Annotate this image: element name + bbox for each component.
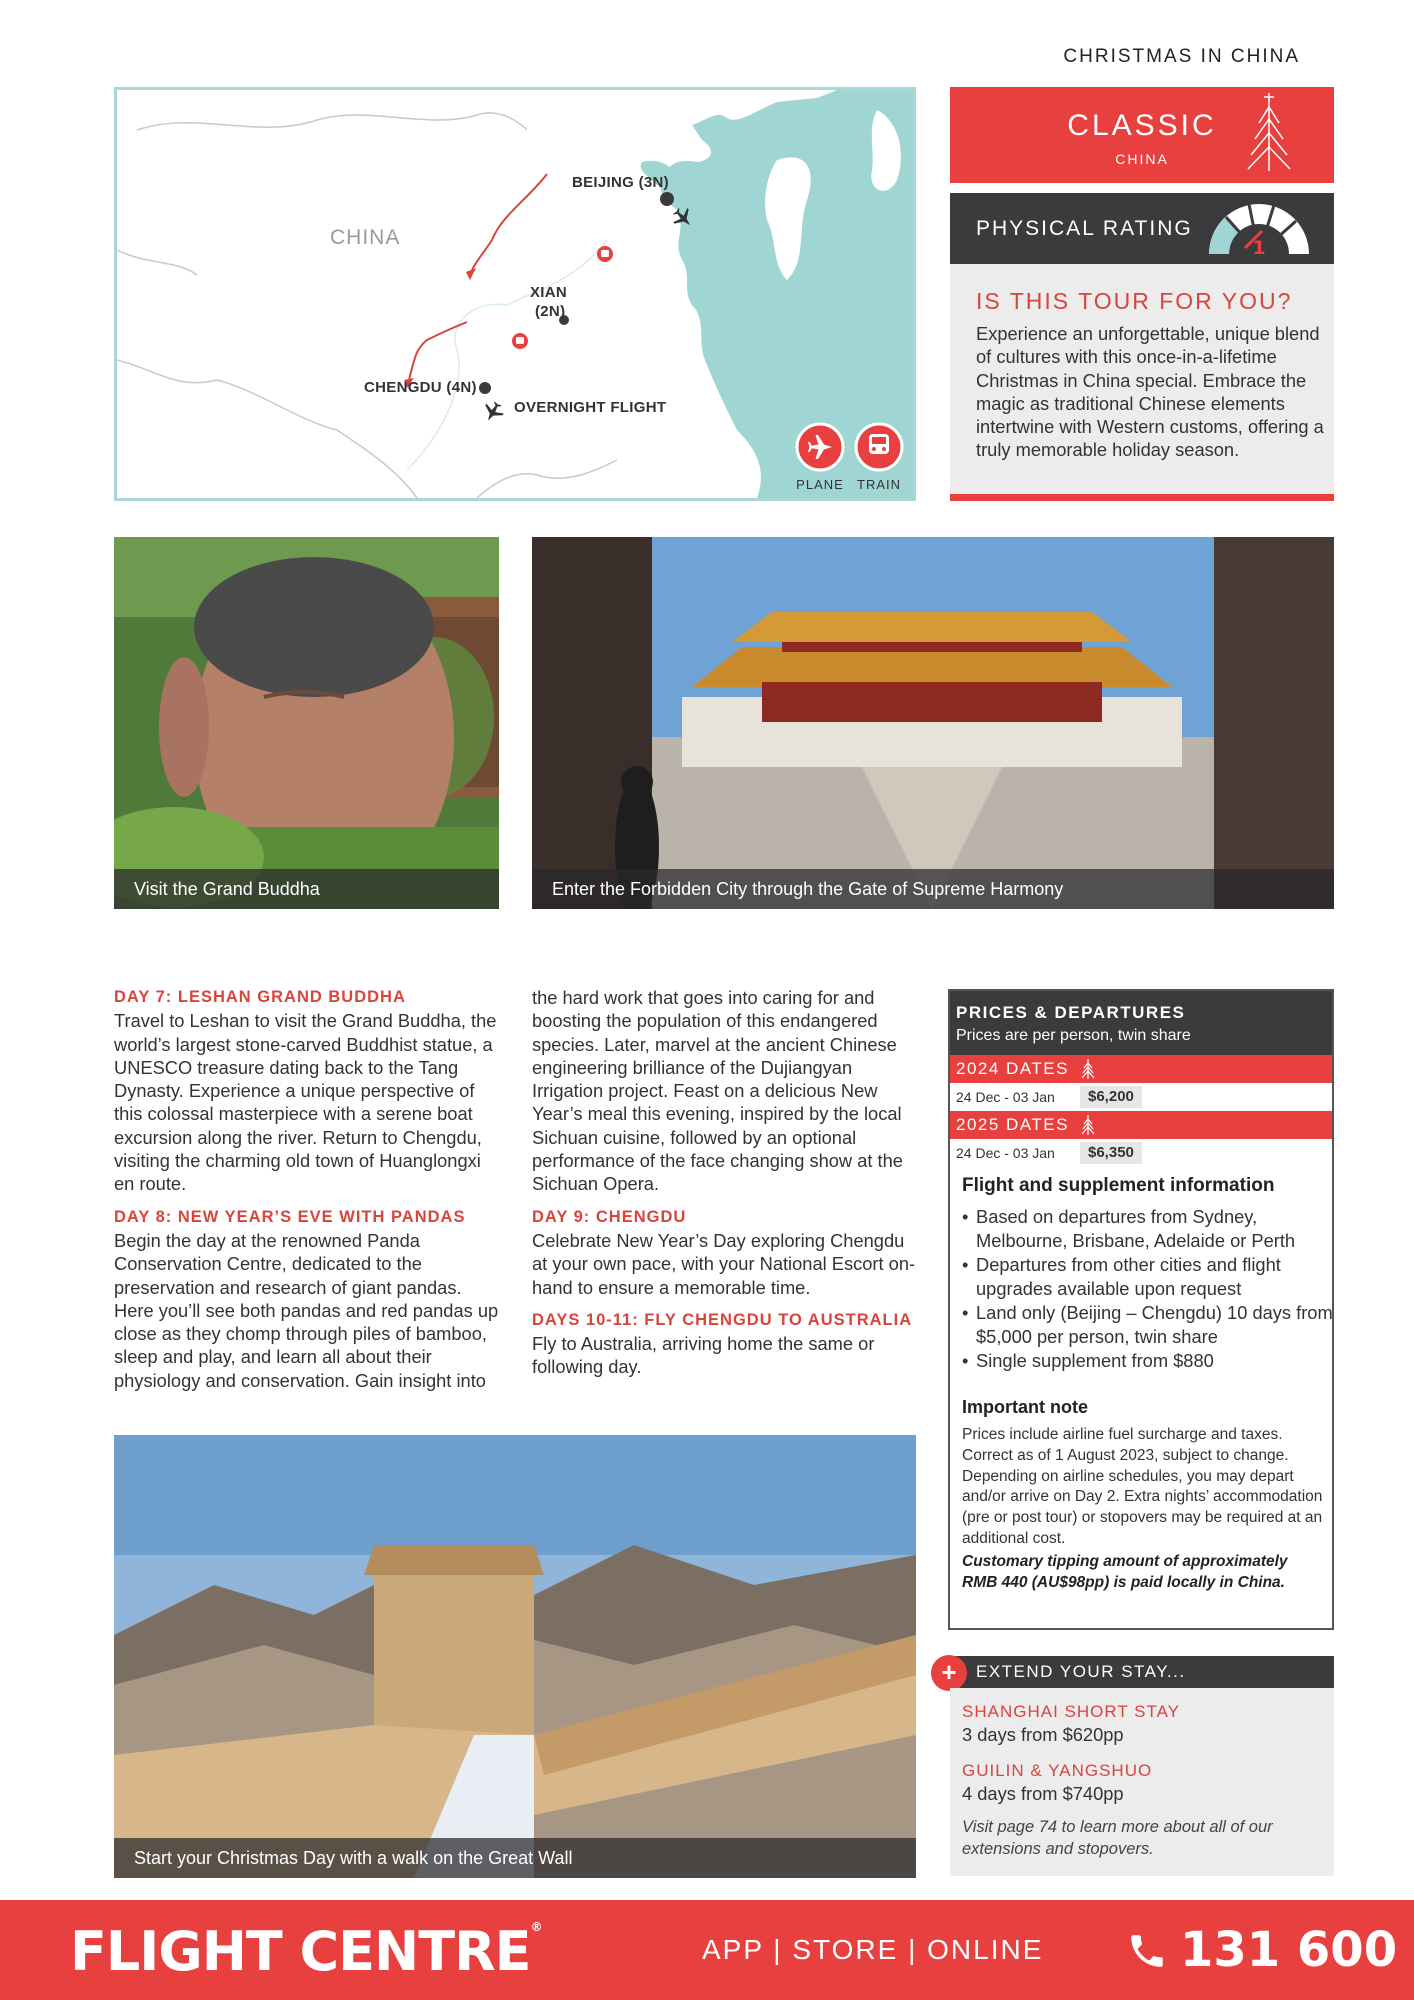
tour-for-you-body: Experience an unforgettable, unique blend of cultures with this once-in-a-lifetime Christmas in China special. Embrace the magic as traditional Chinese elements intertwine with Western customs, offering a truly memorable holiday season.: [976, 323, 1324, 461]
departure-dates-2024: 24 Dec - 03 Jan: [956, 1089, 1055, 1105]
flight-info-heading: Flight and supplement information: [962, 1175, 1275, 1196]
year-2024-bar: [950, 1055, 1332, 1083]
tour-for-you-heading: IS THIS TOUR FOR YOU?: [976, 288, 1293, 314]
day10-body: Fly to Australia, arriving home the same or following day.: [532, 1333, 875, 1378]
itinerary-column-1: [114, 986, 502, 1402]
section-title: CHRISTMAS IN CHINA: [1063, 46, 1300, 67]
itinerary-column-2: [532, 986, 918, 1389]
brand-logo: FLIGHT CENTRE®: [70, 1920, 542, 1983]
extension-name: GUILIN & YANGSHUO: [962, 1761, 1153, 1780]
map-graphic: [117, 90, 913, 498]
map-stop-xian: XIAN: [530, 284, 568, 301]
extension-detail: 3 days from $620pp: [962, 1724, 1124, 1745]
buddha-photo: [114, 537, 499, 909]
extension-note: Visit page 74 to learn more about all of our extensions and stopovers.: [962, 1818, 1273, 1858]
flight-info-item: • Land only (Beijing – Chengdu) 10 days from $5,000 per person, twin share: [962, 1301, 1334, 1349]
extend-stay-bar: [950, 1656, 1334, 1688]
map-overnight-label: OVERNIGHT FLIGHT: [514, 399, 667, 416]
important-note-heading: Important note: [962, 1397, 1088, 1417]
tour-for-you-panel: [950, 264, 1334, 501]
prices-departures-box: [948, 989, 1334, 1630]
tour-badge-subtitle: CHINA: [1115, 151, 1169, 167]
important-note-body: Prices include airline fuel surcharge and taxes. Correct as of 1 August 2023, subject to change. Depending on airline schedules, you may depart and/or arrive on Day 2. Extra nights’ accommodation (pre or post tour) or stopovers may be required at an additional cost.: [962, 1426, 1323, 1547]
year-2024-label: 2024 DATES: [956, 1059, 1069, 1078]
buddha-caption: Visit the Grand Buddha: [114, 869, 499, 909]
day7-body: Travel to Leshan to visit the Grand Buddha, the world’s largest stone-carved Buddhist statue, a UNESCO treasure dating back to the Tang Dynasty. Experience a unique perspective of this colossal masterpiece with a serene boat excursion along the river. Return to Chengdu, visiting the charming old town of Huanglongxi en route.: [114, 1010, 497, 1195]
plus-icon: +: [931, 1655, 967, 1691]
christmas-tree-icon: [1080, 1057, 1096, 1081]
phone-number[interactable]: 131 600: [1180, 1922, 1398, 1978]
great-wall-photo: [114, 1435, 916, 1878]
map-stop-chengdu: CHENGDU (4N): [364, 379, 477, 396]
forbidden-city-caption: Enter the Forbidden City through the Gate of Supreme Harmony: [532, 869, 1334, 909]
legend-train-label: TRAIN: [857, 477, 901, 492]
day9-title: DAY 9: CHENGDU: [532, 1207, 687, 1226]
tour-badge: [950, 87, 1334, 183]
physical-rating: [950, 193, 1334, 264]
day8-title: DAY 8: NEW YEAR’S EVE WITH PANDAS: [114, 1207, 466, 1226]
rating-gauge-icon: [1204, 199, 1314, 259]
map-stop-beijing: BEIJING (3N): [572, 174, 669, 191]
day10-title: DAYS 10-11: FLY CHENGDU TO AUSTRALIA: [532, 1310, 913, 1329]
tipping-note: Customary tipping amount of approximately RMB 440 (AU$98pp) is paid locally in China.: [962, 1553, 1288, 1591]
day7-title: DAY 7: LESHAN GRAND BUDDHA: [114, 988, 406, 1006]
brand-name: FLIGHT CENTRE: [70, 1920, 531, 1983]
forbidden-city-photo: [532, 537, 1334, 909]
departure-dates-2025: 24 Dec - 03 Jan: [956, 1145, 1055, 1161]
great-wall-caption: Start your Christmas Day with a walk on the Great Wall: [114, 1838, 916, 1878]
day8-continued: the hard work that goes into caring for and boosting the population of this endangered species. Later, marvel at the ancient Chinese engineering brilliance of the Dujiangyan Irrigation project. Feast on a delicious New Year’s meal this evening, inspired by the local Sichuan cuisine, followed by an optional performance of the face changing show at the Sichuan Opera.: [532, 987, 903, 1195]
price-2025: $6,350: [1080, 1142, 1142, 1164]
prices-subheading: Prices are per person, twin share: [956, 1027, 1191, 1044]
physical-rating-label: PHYSICAL RATING: [976, 217, 1193, 240]
extension-name: SHANGHAI SHORT STAY: [962, 1702, 1181, 1721]
phone-icon: [1126, 1930, 1168, 1972]
prices-header: [950, 991, 1332, 1055]
day8-body: Begin the day at the renowned Panda Conservation Centre, dedicated to the preservation and research of giant pandas. Here you’ll see both pandas and red pandas up close as they chomp through piles of bamboo, sleep and play, and learn all about their physiology and conservation. Gain insight into: [114, 1229, 499, 1391]
flight-info-item: • Single supplement from $880: [962, 1349, 1334, 1373]
prices-heading: PRICES & DEPARTURES: [956, 1003, 1186, 1022]
departure-row-2024: [950, 1083, 1332, 1111]
tour-badge-title: CLASSIC: [1067, 109, 1217, 142]
legend-plane-label: PLANE: [796, 477, 844, 492]
map-stop-xian-nights: (2N): [535, 303, 566, 320]
christmas-tree-icon: [1244, 93, 1294, 177]
year-2025-label: 2025 DATES: [956, 1115, 1069, 1134]
year-2025-bar: [950, 1111, 1332, 1139]
christmas-tree-icon: [1080, 1113, 1096, 1137]
extension-detail: 4 days from $740pp: [962, 1783, 1124, 1804]
map-country-label: CHINA: [330, 226, 401, 249]
flight-info-list: [962, 1205, 1334, 1373]
route-map: [114, 87, 916, 501]
footer-bar: [0, 1900, 1414, 2000]
price-2024: $6,200: [1080, 1086, 1142, 1108]
day9-body: Celebrate New Year’s Day exploring Chengdu at your own pace, with your National Escort on-hand to ensure a memorable time.: [532, 1229, 916, 1298]
extend-stay-heading: EXTEND YOUR STAY...: [976, 1662, 1186, 1681]
flight-info-item: • Departures from other cities and flight upgrades available upon request: [962, 1253, 1334, 1301]
flight-info-item: • Based on departures from Sydney, Melbourne, Brisbane, Adelaide or Perth: [962, 1205, 1334, 1253]
departure-row-2025: [950, 1139, 1332, 1167]
footer-channels: APP | STORE | ONLINE: [702, 1934, 1044, 1965]
physical-rating-value: 1: [1252, 237, 1266, 259]
extend-stay-panel: [950, 1688, 1334, 1876]
